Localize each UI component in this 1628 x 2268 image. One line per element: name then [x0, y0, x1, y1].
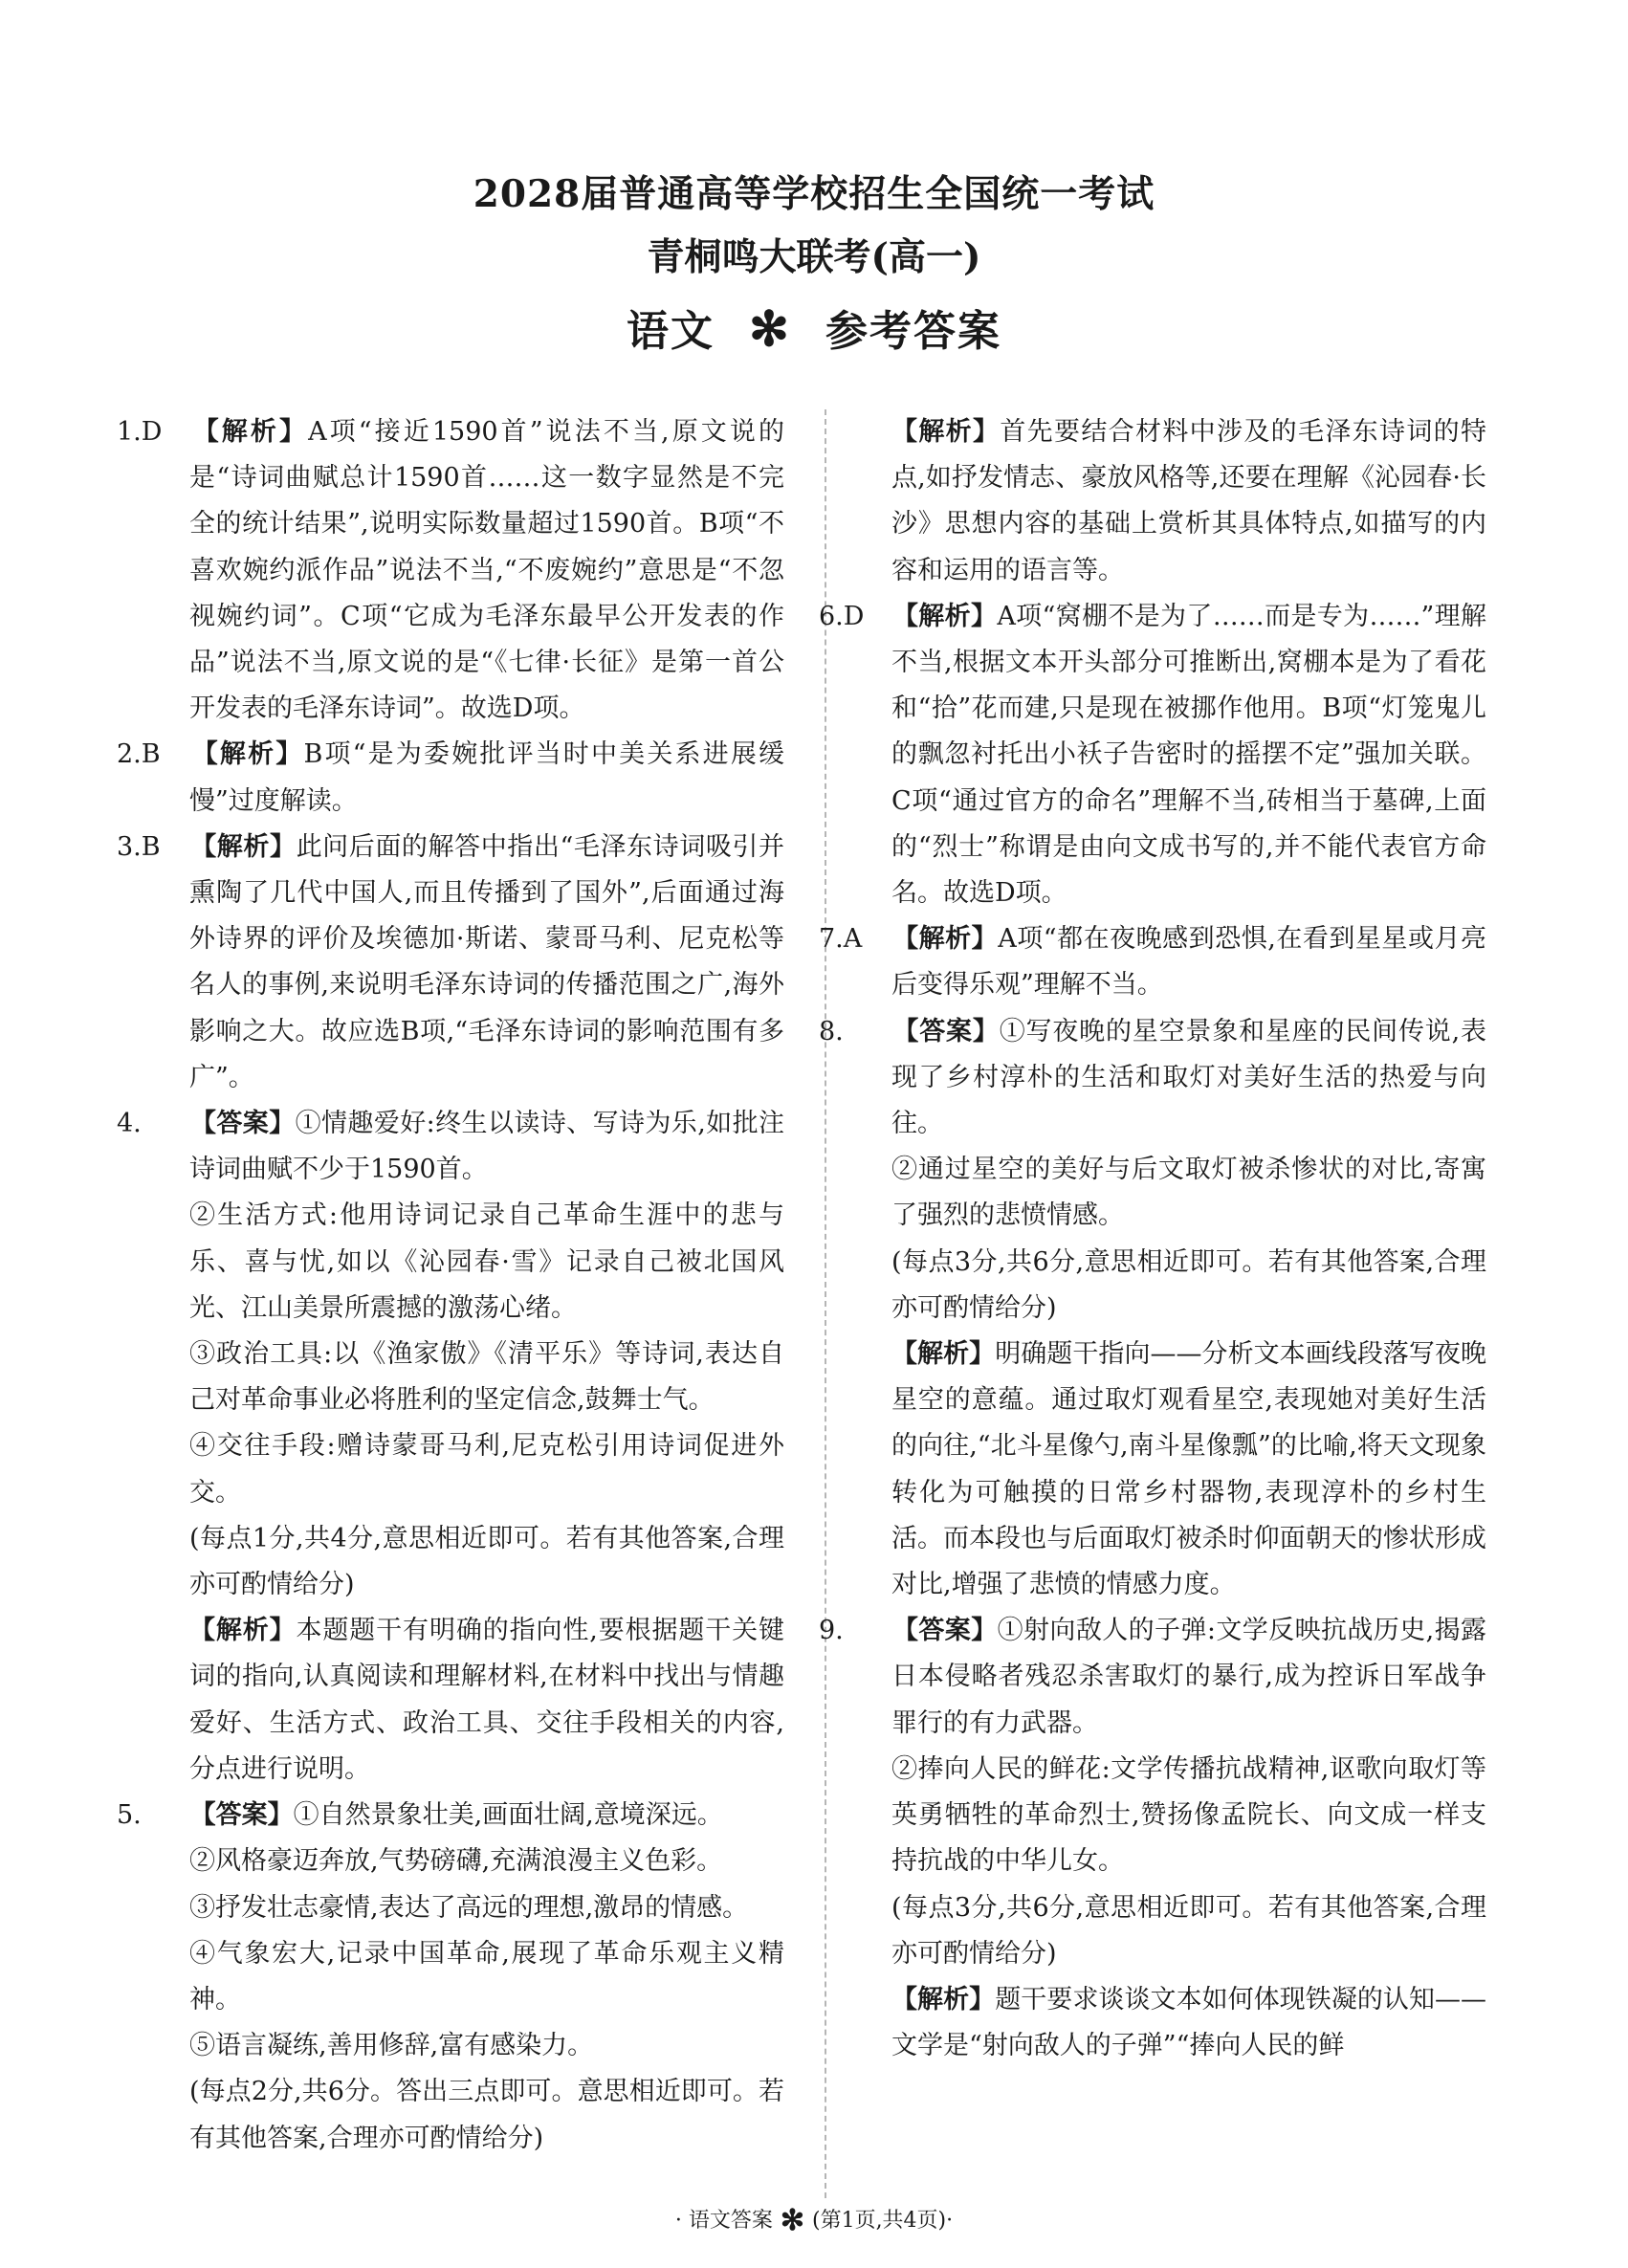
question-number: 8.	[819, 1016, 844, 1046]
answer-text: ①自然景象壮美,画面壮阔,意境深远。	[293, 1800, 723, 1831]
footer-subject: · 语文答案	[674, 2209, 773, 2233]
answer-paragraph	[153, 1885, 784, 1931]
answer-item	[117, 825, 785, 1101]
answer-text: A项“都在夜晚感到恐惧,在看到星星或月亮后变得乐观”理解不当。	[891, 924, 1486, 1001]
answer-paragraph	[153, 2023, 784, 2069]
asterisk-icon: ✻	[749, 300, 791, 357]
answer-text: ④交往手段:赠诗蒙哥马利,尼克松引用诗词促进外交。	[189, 1431, 784, 1508]
answer-paragraph	[855, 409, 1486, 594]
label-tag: 【答案】	[892, 1016, 1000, 1046]
answer-text: (每点2分,共6分。答出三点即可。意思相近即可。若有其他答案,合理亦可酌情给分)	[189, 2077, 784, 2153]
answer-paragraph	[153, 1516, 784, 1608]
label-tag: 【解析】	[190, 831, 297, 862]
page-footer	[0, 2204, 1628, 2237]
subject-label: 语文	[627, 307, 715, 356]
answer-paragraph	[153, 1423, 784, 1515]
question-number: 7.A	[819, 924, 863, 955]
answer-paragraph	[855, 1885, 1486, 1977]
asterisk-icon: ✻	[780, 2204, 804, 2237]
answer-item	[819, 1009, 1486, 1148]
answer-item	[117, 1793, 784, 1839]
answer-paragraph	[153, 1332, 784, 1423]
answer-text: ①写夜晚的星空景象和星座的民间传说,表现了乡村淳朴的生活和取灯对美好生活的热爱与向往。	[891, 1016, 1486, 1139]
right-column	[819, 409, 1487, 2069]
answer-paragraph	[153, 1931, 784, 2023]
answer-item	[117, 732, 784, 824]
answer-text: ②风格豪迈奔放,气势磅礴,充满浪漫主义色彩。	[189, 1846, 723, 1877]
answer-text: B项“是为委婉批评当时中美关系进展缓慢”过度解读。	[189, 739, 784, 816]
answer-text: ①射向敌人的子弹:文学反映抗战历史,揭露日本侵略者残忍杀害取灯的暴行,成为控诉日军战争罪行的有力武器。	[891, 1616, 1486, 1738]
answer-text: ⑤语言凝练,善用修辞,富有感染力。	[189, 2031, 594, 2061]
label-tag: 【解析】	[892, 924, 999, 955]
answer-paragraph	[153, 1608, 784, 1793]
answer-item	[819, 1608, 1486, 1747]
label-tag: 【答案】	[189, 1800, 294, 1831]
footer-page-number: (第1页,共4页)·	[811, 2209, 954, 2233]
answer-paragraph	[153, 1193, 784, 1332]
answer-item	[819, 916, 1486, 1008]
left-column	[117, 409, 785, 2162]
label-tag: 【答案】	[892, 1616, 998, 1646]
label-tag: 【解析】	[891, 417, 1001, 447]
answer-item	[117, 409, 785, 732]
answer-text: 本题题干有明确的指向性,要根据题干关键词的指向,认真阅读和理解材料,在材料中找出与情趣爱好、生活方式、政治工具、交往手段相关的内容,分点进行说明。	[189, 1616, 784, 1784]
answer-label: 参考答案	[825, 307, 1001, 356]
answer-text: ②生活方式:他用诗词记录自己革命生涯中的悲与乐、喜与忧,如以《沁园春·雪》记录自己被北国风光、江山美景所震撼的激荡心绪。	[189, 1200, 784, 1323]
question-number: 5.	[117, 1800, 142, 1831]
exam-subtitle: 青桐鸣大联考(高一)	[647, 235, 981, 279]
answer-text: ②通过星空的美好与后文取灯被杀惨状的对比,寄寓了强烈的悲愤情感。	[891, 1155, 1486, 1231]
label-tag: 【解析】	[891, 601, 998, 631]
answer-item	[117, 1101, 784, 1193]
answer-text: ②捧向人民的鲜花:文学传播抗战精神,讴歌向取灯等英勇牺牲的革命烈士,赞扬像孟院长、向文成一样支持抗战的中华儿女。	[891, 1753, 1486, 1877]
answer-text: 首先要结合材料中涉及的毛泽东诗词的特点,如抒发情志、豪放风格等,还要在理解《沁园春·长沙》思想内容的基础上赏析其具体特点,如描写的内容和运用的语言等。	[891, 417, 1487, 585]
column-divider	[825, 409, 826, 2198]
answer-paragraph	[855, 1240, 1486, 1332]
label-tag: 【解析】	[191, 739, 304, 770]
question-number: 4.	[117, 1109, 142, 1139]
answer-paragraph	[855, 1147, 1486, 1239]
question-number: 2.B	[117, 739, 161, 770]
label-tag: 【解析】	[891, 1984, 996, 2015]
answer-text: 题干要求谈谈文本如何体现铁凝的认知——文学是“射向敌人的子弹”“捧向人民的鲜	[891, 1984, 1487, 2061]
question-number: 3.B	[117, 831, 161, 862]
answer-text: ③政治工具:以《渔家傲》《清平乐》等诗词,表达自己对革命事业必将胜利的坚定信念,鼓舞士气。	[189, 1339, 784, 1416]
answer-text: ①情趣爱好:终生以读诗、写诗为乐,如批注诗词曲赋不少于1590首。	[189, 1109, 784, 1185]
answer-paragraph	[855, 1747, 1486, 1885]
label-tag: 【解析】	[192, 417, 309, 447]
answer-text: A项“窝棚不是为了……而是专为……”理解不当,根据文本开头部分可推断出,窝棚本是为了看花和“拾”花而建,只是现在被挪作他用。B项“灯笼鬼儿的飘忽衬托出小袄子告密时的摇摆不定”强加关联。C项“通过官方的命名”理解不当,砖相当于墓碑,上面的“烈士”称谓是由向文成书写的,并不能代表官方命名。故选D项。	[891, 601, 1486, 909]
answer-paragraph	[855, 1332, 1486, 1608]
answer-paragraph	[153, 1839, 784, 1884]
answer-text: (每点3分,共6分,意思相近即可。若有其他答案,合理亦可酌情给分)	[891, 1246, 1486, 1323]
question-number: 6.D	[819, 601, 865, 631]
answer-text: 明确题干指向——分析文本画线段落写夜晚星空的意蕴。通过取灯观看星空,表现她对美好生活的向往,“北斗星像勺,南斗星像瓢”的比喻,将天文现象转化为可触摸的日常乡村器物,表现淳朴的乡村生活。而本段也与后面取灯被杀时仰面朝天的惨状形成对比,增强了悲愤的情感力度。	[891, 1339, 1487, 1600]
answer-item	[819, 594, 1486, 916]
label-tag: 【解析】	[891, 1339, 996, 1370]
answer-text: ④气象宏大,记录中国革命,展现了革命乐观主义精神。	[189, 1938, 784, 2015]
label-tag: 【解析】	[189, 1616, 297, 1646]
answer-text: (每点1分,共4分,意思相近即可。若有其他答案,合理亦可酌情给分)	[189, 1523, 784, 1600]
answer-text: 此问后面的解答中指出“毛泽东诗词吸引并熏陶了几代中国人,而且传播到了国外”,后面通过海外诗界的评价及埃德加·斯诺、蒙哥马利、尼克松等名人的事例,来说明毛泽东诗词的传播范围之广,海外影响之大。故应选B项,“毛泽东诗词的影响范围有多广”。	[189, 831, 785, 1092]
answer-text: (每点3分,共6分,意思相近即可。若有其他答案,合理亦可酌情给分)	[891, 1892, 1486, 1969]
answer-paragraph	[153, 2069, 784, 2161]
section-title	[0, 297, 1628, 358]
question-number: 9.	[819, 1616, 844, 1646]
answer-text: ③抒发壮志豪情,表达了高远的理想,激昂的情感。	[189, 1892, 749, 1923]
exam-title: 2028届普通高等学校招生全国统一考试	[473, 172, 1155, 216]
question-number: 1.D	[117, 417, 163, 447]
label-tag: 【答案】	[190, 1109, 296, 1139]
answer-text: A项“接近1590首”说法不当,原文说的是“诗词曲赋总计1590首……这一数字显然是不完全的统计结果”,说明实际数量超过1590首。B项“不喜欢婉约派作品”说法不当,“不废婉约”意思是“不忽视婉约词”。C项“它成为毛泽东最早公开发表的作品”说法不当,原文说的是“《七律·长征》是第一首公开发表的毛泽东诗词”。故选D项。	[189, 417, 785, 724]
answer-paragraph	[855, 1977, 1486, 2069]
